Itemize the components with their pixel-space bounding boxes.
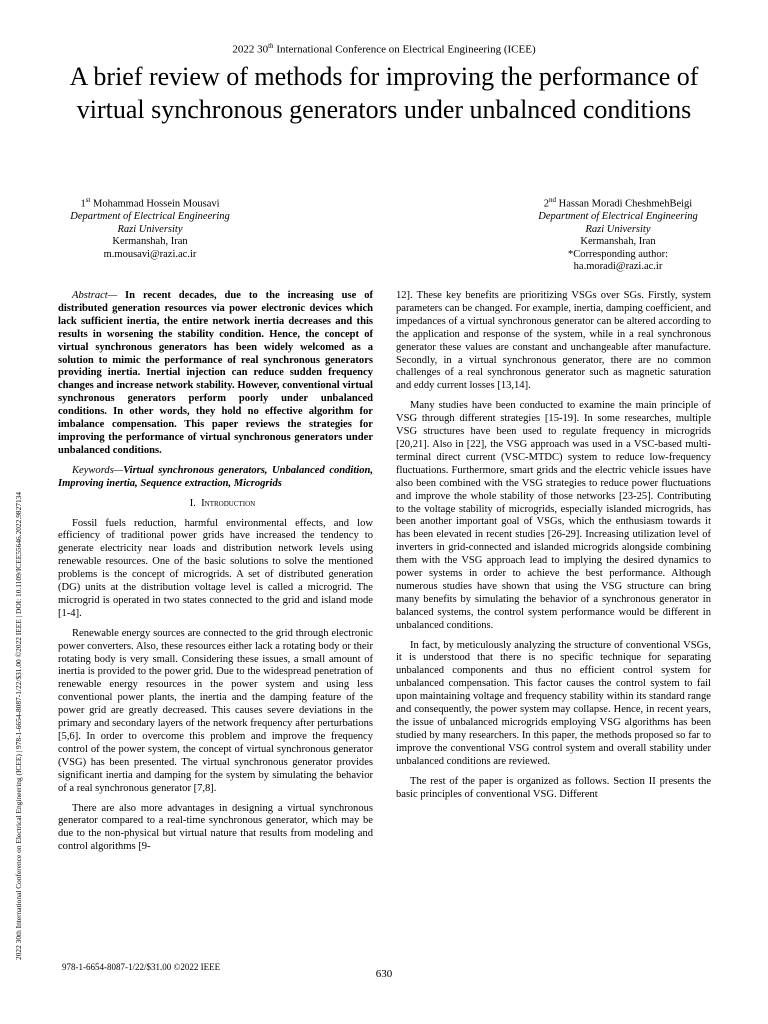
paper-title: A brief review of methods for improving the performance of virtual synchronous generators under unbalnced conditions bbox=[69, 62, 699, 124]
keywords-label: Keywords— bbox=[72, 464, 124, 476]
abstract bbox=[58, 290, 373, 458]
author-location: Kermanshah, Iran bbox=[580, 236, 656, 248]
paragraph: 12]. These key benefits are prioritizing VSGs over SGs. Firstly, system parameters can be changed. For example, inertia, damping coefficient, and impedances of a virtual synchronous generator can be altered according to the application and response of the system, while in a real synchronous generator these values are constant and unchangeable after manufacture. Secondly, in a virtual synchronous generator, there are no common challenges of a real synchronous generator such as magnetic saturation and eddy current losses [13,14]. bbox=[396, 290, 711, 392]
doi-sidebar-text: 2022 30th International Conference on Electrical Engineering (ICEE) | 978-1-6654-8087-1/22/$31.00 ©2022 IEEE | DOI: 10.1109/ICEE55646.2022.9827134 bbox=[14, 491, 23, 960]
section-heading: I. Introduction bbox=[189, 497, 256, 509]
copyright-footer: 978-1-6654-8087-1/22/$31.00 ©2022 IEEE bbox=[62, 962, 221, 972]
conference-ordinal: th bbox=[268, 42, 274, 50]
conference-year: 2022 30 bbox=[232, 43, 269, 56]
author-block-2 bbox=[488, 194, 748, 274]
corresponding-author-note: *Corresponding author: bbox=[567, 248, 669, 260]
paragraph: There are also more advantages in designing a virtual synchronous generator compared to a real-time synchronous generator, which may be due to the non-physical but virtual nature that results from modeling and control algorithms [9- bbox=[58, 802, 373, 853]
conference-name: International Conference on Electrical Engineering (ICEE) bbox=[273, 43, 536, 56]
author-university: Razi University bbox=[585, 223, 651, 235]
author-email[interactable]: ha.moradi@razi.ac.ir bbox=[573, 261, 663, 273]
keywords bbox=[58, 465, 373, 491]
author-email[interactable]: m.mousavi@razi.ac.ir bbox=[103, 248, 197, 260]
abstract-label: Abstract— bbox=[72, 290, 118, 301]
abstract-text: In recent decades, due to the increasing use of distributed generation resources via power electronic devices which lack sufficient inertia, the entire network inertia decreases and this results in worsening the stability condition. Hence, the concept of virtual synchronous generators has been widely welcomed as a solution to mimic the performance of real synchronous generators providing inertia. Inertial injection can reduce sudden frequency changes and increase network stability. However, conventional virtual synchronous generators perform poorly under unbalanced conditions. In other words, they hold no effective algorithm for imbalance compensation. This paper reviews the strategies for improving the performance of virtual synchronous generators under unbalanced conditions. bbox=[58, 290, 373, 456]
left-column bbox=[58, 290, 373, 861]
paragraph: Renewable energy sources are connected to the grid through electronic power converters. Also, these resources either lack a rotating body or their rotating body is very small. Considering these issues, a small amount of inertia is provided to the power grid. Due to the widespread penetration of renewable energy resources in the power system and using less conventional power plants, the inertia and the damping feature of the power grid are greatly decreased. This causes severe deviations in the primary and secondary layers of the network frequency after perturbations [5,6]. In order to overcome this problem and improve the frequency control of the power system, the concept of virtual synchronous generator (VSG) has been presented. The virtual synchronous generator provides significant inertia and damping for the system by simulating the behavior of a real synchronous generator [7,8]. bbox=[58, 627, 373, 794]
author-department: Department of Electrical Engineering bbox=[538, 211, 698, 223]
author-name: 1st Mohammad Hossein Mousavi bbox=[80, 196, 220, 210]
author-name: 2nd Hassan Moradi CheshmehBeigi bbox=[543, 196, 693, 210]
author-block-1 bbox=[20, 194, 280, 261]
author-location: Kermanshah, Iran bbox=[112, 236, 188, 248]
conference-header bbox=[0, 42, 768, 56]
keywords-text: Virtual synchronous generators, Unbalanced condition, Improving inertia, Sequence extraction, Microgrids bbox=[58, 464, 373, 489]
paragraph: Many studies have been conducted to examine the main principle of VSG through different strategies [15-19]. In some researches, multiple VSG structures have been used to regulate frequency in microgrids [20,21]. Also in [22], the VSG approach was used in a VSC-based multi-terminal direct current (VSC-MTDC) system to reduce low-frequency fluctuations. Furthermore, smart grids and the electric vehicle issues have also been combined with the VSG strategies to reduce power fluctuations and improve the whole stability of those networks [23-25]. Contributing to the voltage stability of microgrids, especially islanded microgrids, has been another important goal of VSGs, which the enthusiasm towards it has been elevated in recent studies [26-29]. Increasing utilization level of inverters in grid-connected and islanded microgrids alongside combining them with the VSG approach lead to implying the desired dynamics to power systems in order to achieve the best performance. Although numerous studies have shown that using the VSG structure can bring many benefits by simulating the behavior of a synchronous generator in balanced systems, the control system performance would be different in unbalanced conditions. bbox=[396, 400, 711, 631]
paragraph: In fact, by meticulously analyzing the structure of conventional VSGs, it is understood that there is no specific technique for separating unbalanced components and thus no efficient control system for unbalanced compensation. This factor causes the control system to fail upon maintaining voltage and frequency stability within its standard range and consequently, the power system may collapse. Hence, in recent years, the issue of unbalanced microgrids employing VSG algorithms has been studied by many researchers. In this paper, the methods proposed so far to improve the conventional VSG control system and overall stability under unbalanced conditions are reviewed. bbox=[396, 639, 711, 767]
author-university: Razi University bbox=[117, 223, 183, 235]
paragraph: Fossil fuels reduction, harmful environmental effects, and low efficiency of traditional power grids have increased the tendency to generate electricity near loads and distribution network levels using renewable resources. One of the basic solutions to solve the mentioned problems is the concept of microgrids. A set of distributed generation (DG) units at the distribution voltage level is called a microgrid. The microgrid is operated in two states connected to the grid and island mode [1-4]. bbox=[58, 517, 373, 619]
page-number: 630 bbox=[375, 968, 393, 980]
paragraph: The rest of the paper is organized as follows. Section II presents the basic principles of conventional VSG. Different bbox=[396, 775, 711, 800]
author-department: Department of Electrical Engineering bbox=[70, 211, 230, 223]
right-column bbox=[396, 290, 711, 808]
